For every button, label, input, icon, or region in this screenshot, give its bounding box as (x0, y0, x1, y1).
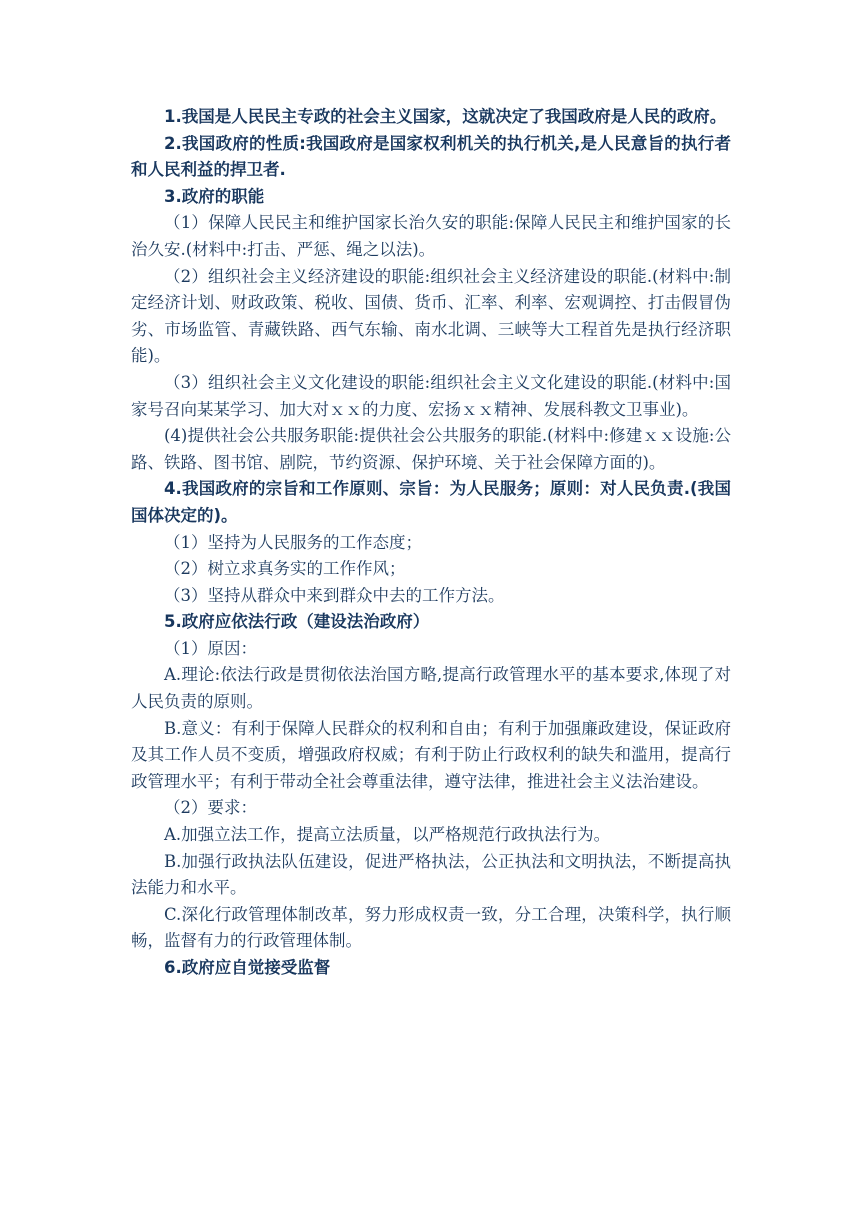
paragraph-5-heading: 5.政府应依法行政（建设法治政府） (164, 612, 430, 632)
document-body (131, 104, 731, 982)
paragraph-3-item-2: （2）组织社会主义经济建设的职能:组织社会主义经济建设的职能.(材料中:制定经济计划、财政政策、税收、国债、货币、汇率、利率、宏观调控、打击假冒伪劣、市场监管、青藏铁路、西气东输、南水北调、三峡等大工程首先是执行经济职能)。 (131, 266, 731, 366)
paragraph-6-heading: 6.政府应自觉接受监督 (164, 958, 331, 977)
paragraph-3-heading: 3.政府的职能 (164, 186, 265, 206)
paragraph-4-item-1: （1）坚持为人民服务的工作态度； (164, 532, 422, 552)
paragraph-3-item-4: (4)提供社会公共服务职能:提供社会公共服务的职能.(材料中:修建ｘｘ设施:公路、铁路、图书馆、剧院，节约资源、保护环境、关于社会保障方面的)。 (131, 426, 731, 472)
paragraph-5-reasons: （1）原因： (164, 638, 257, 658)
paragraph-4: 4.我国政府的宗旨和工作原则、宗旨：为人民服务；原则：对人民负责.(我国国体决定的)。 (131, 479, 731, 525)
paragraph-5-reason-a: A.理论:依法行政是贯彻依法治国方略,提高行政管理水平的基本要求,体现了对人民负责的原则。 (131, 665, 731, 712)
paragraph-2: 2.我国政府的性质:我国政府是国家权利机关的执行机关,是人民意旨的执行者和人民利益的捍卫者. (131, 133, 731, 180)
paragraph-5-requirement-b: B.加强行政执法队伍建设，促进严格执法，公正执法和文明执法，不断提高执法能力和水平。 (131, 851, 731, 898)
paragraph-1: 1.我国是人民民主专政的社会主义国家，这就决定了我国政府是人民的政府。 (164, 107, 727, 126)
paragraph-3-item-1: （1）保障人民民主和维护国家长治久安的职能:保障人民民主和维护国家的长治久安.(材料中:打击、严惩、绳之以法)。 (131, 213, 731, 259)
paragraph-4-item-3: （3）坚持从群众中来到群众中去的工作方法。 (164, 585, 505, 605)
paragraph-4-item-2: （2）树立求真务实的工作作风； (164, 559, 406, 579)
paragraph-5-reason-b: B.意义：有利于保障人民群众的权利和自由；有利于加强廉政建设，保证政府及其工作人员不变质，增强政府权威；有利于防止行政权利的缺失和滥用，提高行政管理水平；有利于带动全社会尊重法律，遵守法律，推进社会主义法治建设。 (131, 718, 731, 791)
paragraph-5-requirements: （2）要求： (164, 798, 257, 818)
paragraph-5-requirement-a: A.加强立法工作，提高立法质量，以严格规范行政执法行为。 (164, 825, 611, 845)
paragraph-3-item-3: （3）组织社会主义文化建设的职能:组织社会主义文化建设的职能.(材料中:国家号召向某某学习、加大对ｘｘ的力度、宏扬ｘｘ精神、发展科教文卫事业)。 (131, 372, 731, 419)
paragraph-5-requirement-c: C.深化行政管理体制改革，努力形成权责一致，分工合理，决策科学，执行顺畅，监督有力的行政管理体制。 (131, 904, 731, 951)
